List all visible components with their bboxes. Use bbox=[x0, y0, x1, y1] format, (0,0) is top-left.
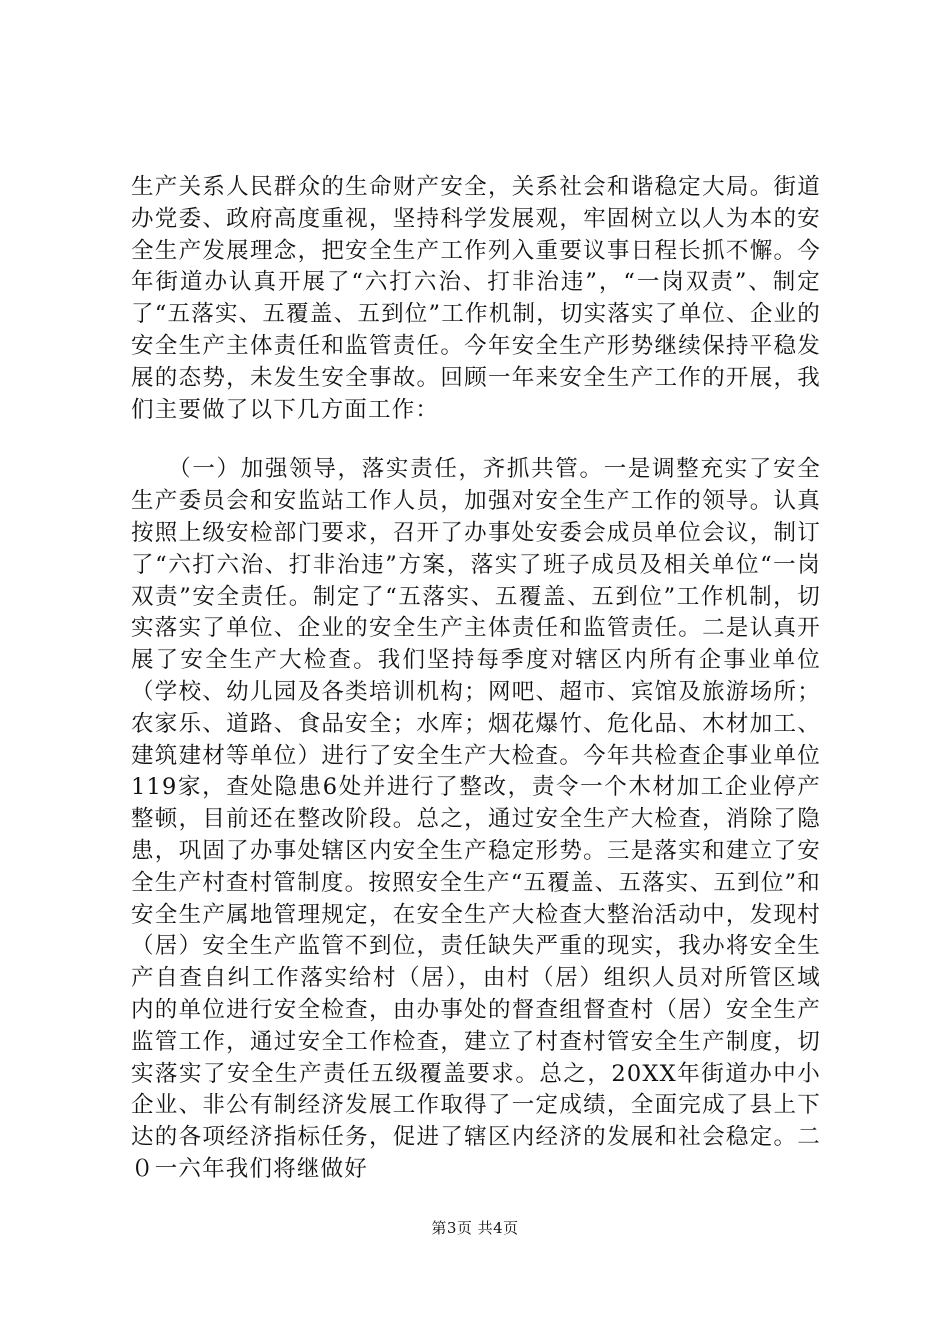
paragraph-intro: 生产关系人民群众的生命财产安全，关系社会和谐稳定大局。街道办党委、政府高度重视，坚持科学发展观，牢固树立以人为本的安全生产发展理念，把安全生产工作列入重要议事日程长抓不懈。今年街道办认真开展了“六打六治、打非治违”，“一岗双责”、制定了“五落实、五覆盖、五到位”工作机制，切实落实了单位、企业的安全生产主体责任和监管责任。今年安全生产形势继续保持平稳发展的态势，未发生安全事故。回顾一年来安全生产工作的开展，我们主要做了以下几方面工作： bbox=[131, 174, 821, 423]
page-number-footer: 第3页 共4页 bbox=[431, 1219, 519, 1237]
document-body bbox=[131, 172, 821, 1186]
paragraph-section-one: （一）加强领导，落实责任，齐抓共管。一是调整充实了安全生产委员会和安监站工作人员，加强对安全生产工作的领导。认真按照上级安检部门要求，召开了办事处安委会成员单位会议，制订了“六打六治、打非治违”方案，落实了班子成员及相关单位“一岗双责”安全责任。制定了“五落实、五覆盖、五到位”工作机制，切实落实了单位、企业的安全生产主体责任和监管责任。二是认真开展了安全生产大检查。我们坚持每季度对辖区内所有企事业单位（学校、幼儿园及各类培训机构；网吧、超市、宾馆及旅游场所；农家乐、道路、食品安全；水库；烟花爆竹、危化品、木材加工、建筑建材等单位）进行了安全生产大检查。今年共检查企事业单位119家，查处隐患6处并进行了整改，责令一个木材加工企业停产整顿，目前还在整改阶段。总之，通过安全生产大检查，消除了隐患，巩固了办事处辖区内安全生产稳定形势。三是落实和建立了安全生产村查村管制度。按照安全生产“五覆盖、五落实、五到位”和安全生产属地管理规定，在安全生产大检查大整治活动中，发现村（居）安全生产监管不到位，责任缺失严重的现实，我办将安全生产自查自纠工作落实给村（居），由村（居）组织人员对所管区域内的单位进行安全检查，由办事处的督查组督查村（居）安全生产监管工作，通过安全工作检查，建立了村查村管安全生产制度，切实落实了安全生产责任五级覆盖要求。总之，20XX年街道办中小企业、非公有制经济发展工作取得了一定成绩，全面完成了县上下达的各项经济指标任务，促进了辖区内经济的发展和社会稳定。二０一六年我们将继做好 bbox=[131, 456, 821, 1182]
